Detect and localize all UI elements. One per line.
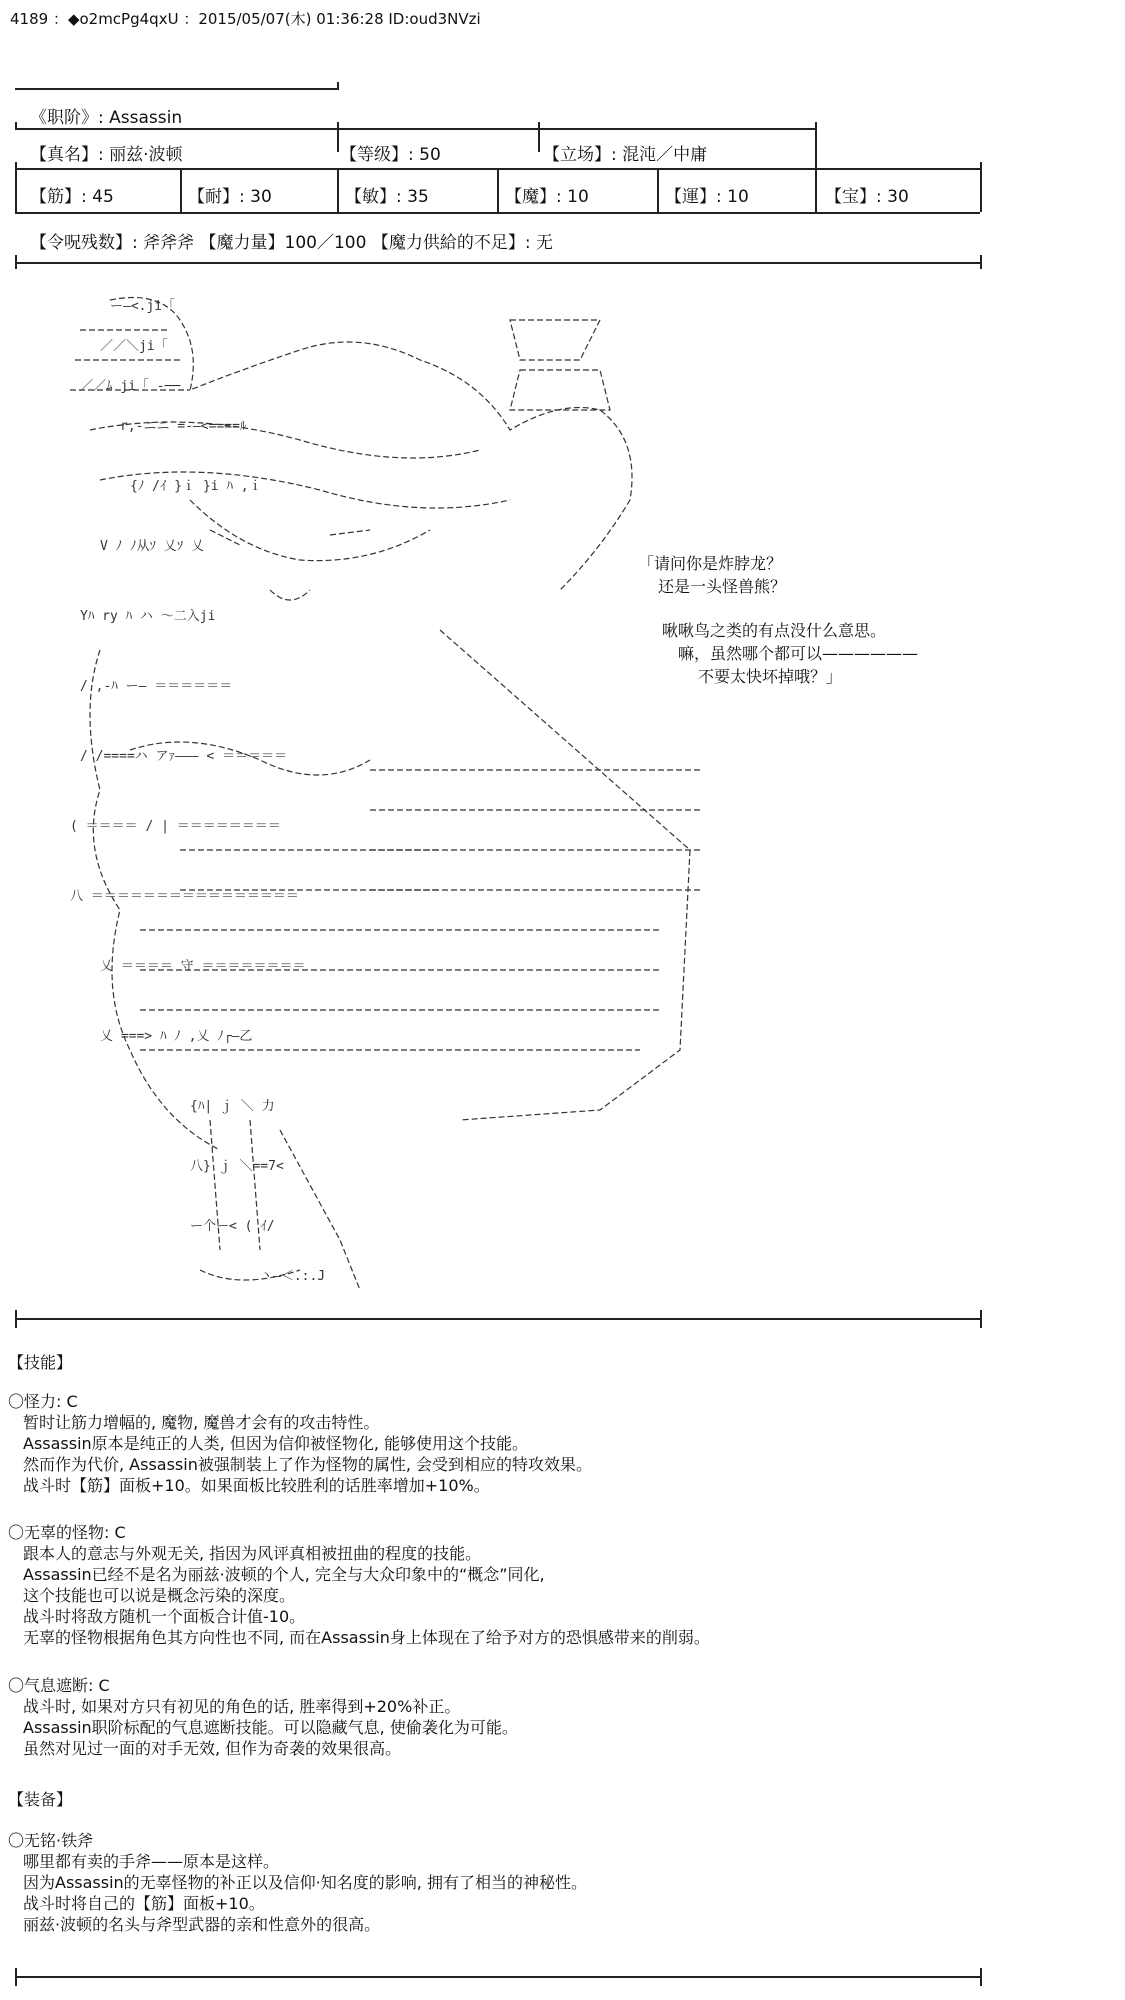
stat-divider — [538, 122, 540, 152]
level: 【等级】: 50 — [340, 145, 441, 165]
svg-text:Yﾊ ry ﾊ ハ ～二入ji: Yﾊ ry ﾊ ハ ～二入ji — [80, 609, 216, 624]
svg-text:( ＝＝＝＝ / | ＝＝＝＝＝＝＝＝: ( ＝＝＝＝ / | ＝＝＝＝＝＝＝＝ — [70, 819, 281, 834]
svg-text:V ﾉ ﾉ从ｿ 乂ｿ 乂: V ﾉ ﾉ从ｿ 乂ｿ 乂 — [100, 539, 205, 554]
section-divider — [15, 1318, 980, 1320]
dialogue-line-3: 啾啾鸟之类的有点没什么意思。 — [662, 621, 887, 640]
skill-title: 〇怪力: C — [8, 1392, 78, 1411]
skill-line: 跟本人的意志与外观无关, 指因为风评真相被扭曲的程度的技能。 — [23, 1544, 482, 1563]
section-divider — [15, 1976, 980, 1978]
stat-divider — [980, 162, 982, 212]
stat-divider — [180, 170, 182, 212]
svg-text:八} ｊ ＼==7<: 八} ｊ ＼==7< — [190, 1159, 284, 1174]
stat-divider — [15, 122, 17, 130]
skill-line: 这个技能也可以说是概念污染的深度。 — [23, 1586, 296, 1605]
skills-heading: 【技能】 — [8, 1353, 73, 1372]
equipment-heading: 【装备】 — [8, 1790, 73, 1809]
skill-line: 虽然对见过一面的对手无效, 但作为奇袭的效果很高。 — [23, 1739, 402, 1758]
svg-text:乂 ＝＝＝＝ 守 ＝＝＝＝＝＝＝＝: 乂 ＝＝＝＝ 守 ＝＝＝＝＝＝＝＝ — [100, 959, 306, 974]
resource-line: 【令呪残数】: 斧斧斧 【魔力量】100／100 【魔力供給的不足】: 无 — [30, 233, 553, 253]
skill-line: Assassin原本是纯正的人类, 但因为信仰被怪物化, 能够使用这个技能。 — [23, 1434, 529, 1453]
stat-divider — [15, 128, 815, 130]
stat-divider — [815, 170, 817, 212]
stat-divider — [15, 162, 17, 212]
svg-text:／／ﾑ ji「 ‐──: ／／ﾑ ji「 ‐── — [80, 379, 181, 394]
equipment-title: 〇无铭·铁斧 — [8, 1831, 94, 1850]
alignment: 【立场】: 混沌／中庸 — [543, 145, 708, 165]
ascii-art-illustration — [40, 290, 740, 1300]
stat-agi: 【敏】: 35 — [345, 187, 429, 207]
post-header: 4189 ：◆o2mcPg4qxU ：2015/05/07(木) 01:36:28 ID:oud3NVzi — [10, 10, 481, 28]
skill-line: Assassin职阶标配的气息遮断技能。可以隐藏气息, 使偷袭化为可能。 — [23, 1718, 518, 1737]
stat-divider — [15, 255, 17, 269]
section-divider — [980, 1968, 982, 1986]
svg-text:八 ＝＝＝＝＝＝＝＝＝＝＝＝＝＝＝＝: 八 ＝＝＝＝＝＝＝＝＝＝＝＝＝＝＝＝ — [70, 889, 299, 904]
svg-text:/ ,-ﾊ ー― ＝＝＝＝＝＝: / ,-ﾊ ー― ＝＝＝＝＝＝ — [80, 679, 233, 694]
dialogue-line-1: 「请问你是炸脖龙？ — [638, 554, 783, 573]
svg-text:{ﾊ| ｊ ＼ 力: {ﾊ| ｊ ＼ 力 — [190, 1099, 275, 1114]
skill-title: 〇气息遮断: C — [8, 1676, 110, 1695]
stat-np: 【宝】: 30 — [825, 187, 909, 207]
svg-text:ー个ー< ( ｲ/: ー个ー< ( ｲ/ — [190, 1219, 275, 1234]
svg-text:{ﾉ /ｲ }ｉ }i ﾊ ,ｉ: {ﾉ /ｲ }ｉ }i ﾊ ,ｉ — [130, 479, 262, 494]
section-divider — [15, 1310, 17, 1328]
svg-text:ー―<.ji「: ー―<.ji「 — [110, 299, 176, 314]
section-divider — [980, 1310, 982, 1328]
equipment-line: 哪里都有卖的手斧——原本是这样。 — [23, 1852, 280, 1871]
stat-divider — [337, 122, 339, 152]
stat-divider — [337, 170, 339, 212]
skill-title: 〇无辜的怪物: C — [8, 1523, 126, 1542]
stat-str: 【筋】: 45 — [30, 187, 114, 207]
stat-mag: 【魔】: 10 — [505, 187, 589, 207]
equipment-line: 因为Assassin的无辜怪物的补正以及信仰·知名度的影响, 拥有了相当的神秘性。 — [23, 1873, 587, 1892]
stat-end: 【耐】: 30 — [188, 187, 272, 207]
stat-divider — [15, 212, 980, 214]
stat-divider — [337, 82, 339, 90]
svg-text:丶―＜.:.J: 丶―＜.:.J — [260, 1269, 326, 1284]
stat-divider — [657, 170, 659, 212]
svg-text:/ /====ハ アｧ――― < ＝＝＝＝＝: / /====ハ アｧ――― < ＝＝＝＝＝ — [80, 749, 288, 764]
skill-line: 无辜的怪物根据角色其方向性也不同, 而在Assassin身上体现在了给予对方的恐惧感带来的削弱。 — [23, 1628, 710, 1647]
skill-line: 战斗时, 如果对方只有初见的角色的话, 胜率得到+20%补正。 — [23, 1697, 461, 1716]
svg-text:／／＼ji「: ／／＼ji「 — [100, 339, 168, 354]
section-divider — [15, 1968, 17, 1986]
equipment-line: 战斗时将自己的【筋】面板+10。 — [23, 1894, 265, 1913]
stat-divider — [980, 255, 982, 269]
dialogue-line-5: 不要太快坏掉哦？」 — [698, 667, 843, 686]
stat-divider — [15, 262, 980, 264]
dialogue-line-4: 嘛，虽然哪个都可以—————— — [678, 644, 919, 663]
svg-text:乂 ===> ﾊ ﾉ ,乂 ﾉ┌―乙: 乂 ===> ﾊ ﾉ ,乂 ﾉ┌―乙 — [100, 1029, 253, 1044]
dialogue-line-2: 还是一头怪兽熊？ — [658, 577, 787, 596]
stat-divider — [815, 122, 817, 170]
equipment-line: 丽兹·波顿的名头与斧型武器的亲和性意外的很高。 — [23, 1915, 381, 1934]
skill-line: Assassin已经不是名为丽兹·波顿的个人, 完全与大众印象中的“概念”同化, — [23, 1565, 545, 1584]
stat-luck: 【運】: 10 — [665, 187, 749, 207]
skill-line: 然而作为代价, Assassin被强制装上了作为怪物的属性, 会受到相应的特攻效果。 — [23, 1455, 593, 1474]
skill-line: 战斗时【筋】面板+10。如果面板比较胜利的话胜率增加+10%。 — [23, 1476, 490, 1495]
stat-divider — [15, 88, 337, 90]
svg-text:r,-ニニ =‐―<====ﾙ: r,-ニニ =‐―<====ﾙ — [120, 419, 247, 434]
stat-divider — [497, 170, 499, 212]
skill-line: 暂时让筋力增幅的, 魔物, 魔兽才会有的攻击特性。 — [23, 1413, 380, 1432]
true-name: 【真名】: 丽兹·波顿 — [30, 145, 183, 165]
class-label: 《职阶》: Assassin — [30, 108, 183, 128]
skill-line: 战斗时将敌方随机一个面板合计值-10。 — [23, 1607, 306, 1626]
